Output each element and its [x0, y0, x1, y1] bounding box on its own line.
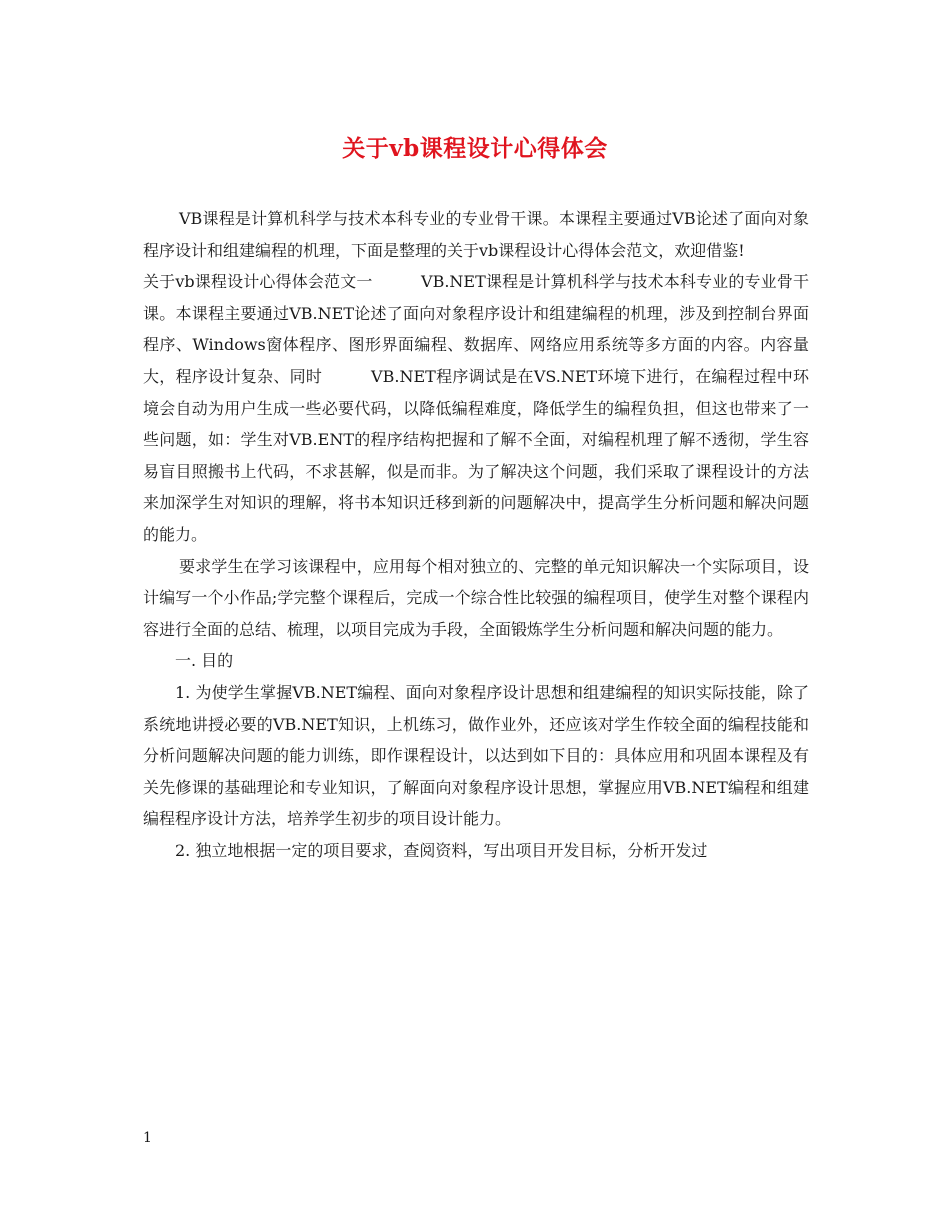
requirements-paragraph: 要求学生在学习该课程中，应用每个相对独立的、完整的单元知识解决一个实际项目，设计编写一个小作品;学完整个课程后，完成一个综合性比较强的编程项目，使学生对整个课程内容进行全面的总结、梳理，以项目完成为手段，全面锻炼学生分析问题和解决问题的能力。 — [143, 556, 809, 639]
sample-one-paragraph: 关于vb课程设计心得体会范文一 VB.NET课程是计算机科学与技术本科专业的专业骨干课。本课程主要通过VB.NET论述了面向对象程序设计和组建编程的机理，涉及到控制台界面程序、Windows窗体程序、图形界面编程、数据库、网络应用系统等多方面的内容。内容量大，程序设计复杂、同时 VB.NET程序调试是在VS.NET环境下进行，在编程过程中环境会自动为用户生成一些必要代码，以降低编程难度，降低学生的编程负担，但这也带来了一些问题，如：学生对VB.ENT的程序结构把握和了解不全面，对编程机理了解不透彻，学生容易盲目照搬书上代码，不求甚解，似是而非。为了解决这个问题，我们采取了课程设计的方法来加深学生对知识的理解，将书本知识迁移到新的问题解决中，提高学生分析问题和解决问题的能力。 — [143, 272, 809, 544]
purpose-item-2: 2. 独立地根据一定的项目要求，查阅资料，写出项目开发目标，分析开发过 — [175, 840, 708, 860]
purpose-item-1: 1. 为使学生掌握VB.NET编程、面向对象程序设计思想和组建编程的知识实际技能，除了系统地讲授必要的VB.NET知识，上机练习，做作业外，还应该对学生作较全面的编程技能和分析问题解决问题的能力训练，即作课程设计，以达到如下目的：具体应用和巩固本课程及有关先修课的基础理论和专业知识，了解面向对象程序设计思想，掌握应用VB.NET编程和组建编程程序设计方法，培养学生初步的项目设计能力。 — [143, 682, 809, 829]
document-title: 关于vb课程设计心得体会 — [342, 135, 608, 162]
document-body — [143, 203, 809, 866]
intro-paragraph: VB课程是计算机科学与技术本科专业的专业骨干课。本课程主要通过VB论述了面向对象程序设计和组建编程的机理，下面是整理的关于vb课程设计心得体会范文，欢迎借鉴! — [143, 209, 809, 260]
page-number: 1 — [143, 1130, 152, 1146]
section-heading-purpose: 一. 目的 — [175, 651, 234, 671]
